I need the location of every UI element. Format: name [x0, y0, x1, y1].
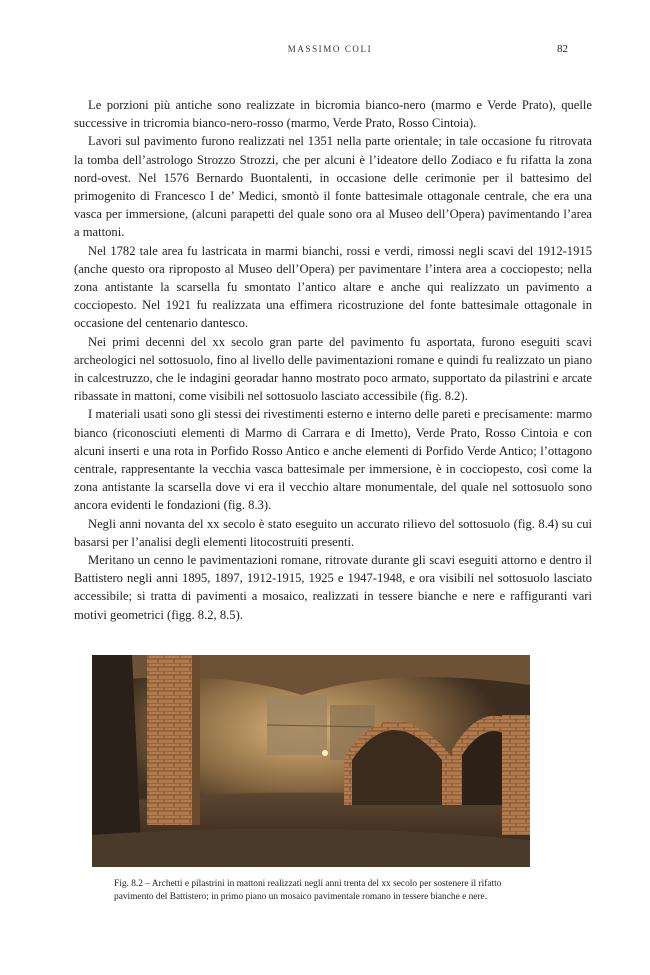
paragraph: Meritano un cenno le pavimentazioni romane, ritrovate durante gli scavi eseguiti attorno e dentro il Battistero negli anni 1895, 1897, 1912-1915, 1925 e 1947-1948, e ora visibili nel sottosuolo lasciato accessibile; si tratta di pavimenti a mosaico, realizzati in tessere bianche e nere e raffiguranti vari motivi geometrici (figg. 8.2, 8.5). [74, 553, 592, 622]
page-number: 82 [557, 43, 568, 55]
paragraph: Le porzioni più antiche sono realizzate in bicromia bianco-nero (marmo e Verde Prato), quelle successive in tricromia bianco-nero-rosso (marmo, Verde Prato, Rosso Cintoia). [74, 98, 592, 131]
paragraph: Negli anni novanta del xx secolo è stato eseguito un accurato rilievo del sottosuolo (fig. 8.4) su cui basarsi per l’analisi degli elementi litocostruiti presenti. [74, 516, 592, 549]
paragraph: Nel 1782 tale area fu lastricata in marmi bianchi, rossi e verdi, rimossi negli scavi del 1912-1915 (anche questo ora riproposto al Museo dell’Opera) per pavimentare l’intera area a cocciopesto; nella zona antistante la scarsella fu smontato l’antico altare e anche qui realizzato un pavimento a cocciopesto. Nel 1921 fu realizzata una effimera ricostruzione del fonte battesimale ottagonale in occasione del centenario dantesco. [74, 243, 592, 331]
paragraph: Lavori sul pavimento furono realizzati nel 1351 nella parte orientale; in tale occasione fu ritrovata la tomba dell’astrologo Strozzo Strozzi, che per alcuni è l’ideatore dello Zodiaco e fu rifatta la zona nord-ovest. Nel 1576 Bernardo Buontalenti, in occasione delle cerimonie per il battesimo del primogenito di Francesco I de’ Medici, smontò il fonte battesimale ottagonale centrale, che era una vasca per immersione, (alcuni parapetti del quale sono ora al Museo dell’Opera) pavimentando l’area a mattoni. [74, 134, 592, 240]
figure-caption: Fig. 8.2 – Archetti e pilastrini in mattoni realizzati negli anni trenta del xx secolo per sostenere il rifatto pavimento del Battistero; in primo piano un mosaico pavimentale romano in tessere bianche e nere. [114, 879, 502, 902]
body-text [74, 96, 592, 624]
basement-arches-photo [92, 655, 530, 867]
figure-photo [92, 655, 530, 867]
paragraph: Nei primi decenni del xx secolo gran parte del pavimento fu asportata, furono eseguiti scavi archeologici nel sottosuolo, fino al livello delle pavimentazioni romane e quindi fu realizzato un piano in calcestruzzo, che le indagini georadar hanno mostrato poco armato, supportato da pilastrini e arcate ribassate in mattoni, come visibili nel sottosuolo lasciato accessibile (fig. 8.2). [74, 334, 592, 404]
paragraph: I materiali usati sono gli stessi dei rivestimenti esterno e interno delle pareti e precisamente: marmo bianco (riconosciuti elementi di Marmo di Carrara e di Imetto), Verde Prato, Rosso Cintoia e con alcuni inserti e una rota in Porfido Rosso Antico e anche elementi di Porfido Verde Antico; l’ottagono centrale, rappresentante la vecchia vasca battesimale per immersione, è in cocciopesto, così come la zona antistante la scarsella dove vi era il vecchio altare monumentale, del quale nel sottosuolo sono ancora evidenti le fondazioni (fig. 8.3). [74, 407, 592, 513]
running-head: MASSIMO COLI [287, 44, 373, 54]
page-header [92, 44, 568, 60]
